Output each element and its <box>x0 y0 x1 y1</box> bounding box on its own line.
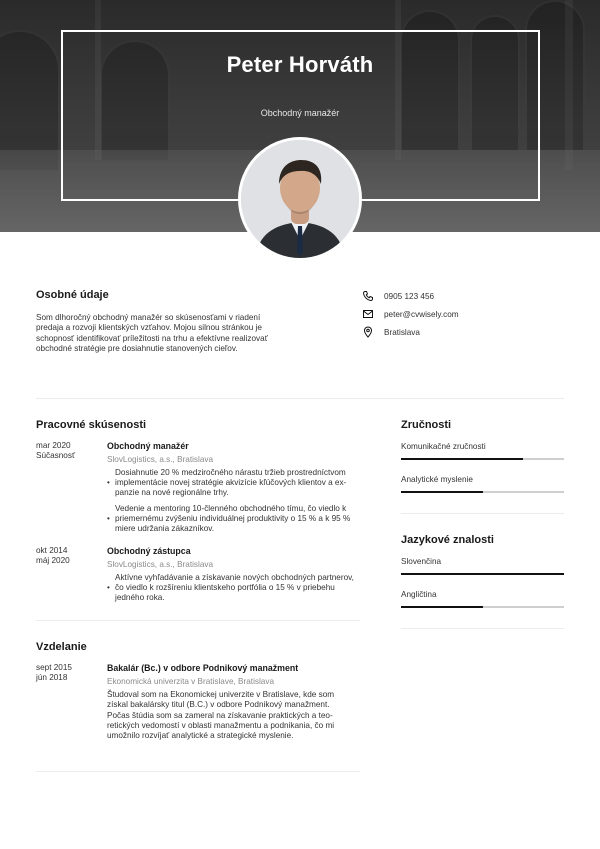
education-date <box>36 663 72 683</box>
contact-phone <box>362 290 435 302</box>
contact-location <box>362 326 420 338</box>
bullet-line: Aktívne vyhľadávanie a získavanie nových obchodných partnerov, <box>115 573 354 582</box>
bullet-line: panzie na nové regionálne trhy. <box>115 488 229 498</box>
bullet-line: jedného roka. <box>115 593 165 603</box>
bullet-line: implementácie novej stratégie akvizície kľúčových klientov a ex- <box>115 478 347 488</box>
phone-text: 0905 123 456 <box>384 291 435 301</box>
job-position: Obchodný manažér <box>107 441 189 451</box>
summary-line: schopnosť identifikovať príležitosti na trhu a efektívne realizovať <box>36 333 268 343</box>
skill-bar <box>401 491 564 493</box>
section-divider <box>401 513 564 514</box>
skill-label: Komunikačné zručnosti <box>401 442 486 451</box>
contact-email <box>362 308 459 320</box>
education-school: Ekonomická univerzita v Bratislave, Bratislava <box>107 677 275 686</box>
date-to: jún 2018 <box>36 673 68 682</box>
avatar <box>238 137 362 261</box>
education-description <box>107 690 369 741</box>
bullet-line: čo viedlo k rozšíreniu klientskeho portfólia o 15 % v priebehu <box>115 583 335 593</box>
date-from: okt 2014 <box>36 546 68 555</box>
desc-line: retických vedomostí v oblasti manažmentu a podnikania, čo mi <box>107 720 335 730</box>
section-divider <box>36 771 360 772</box>
language-label: Angličtina <box>401 590 437 599</box>
desc-line: získal bakalársky titul (B.C.) v odbore Podnikový manažment. <box>107 700 330 710</box>
personal-section-title: Osobné údaje <box>36 289 109 301</box>
skill-bar-fill <box>401 458 523 460</box>
person-role: Obchodný manažér <box>260 108 340 118</box>
person-photo <box>241 140 359 258</box>
job-company: SlovLogistics, a.s., Bratislava <box>107 455 214 464</box>
location-pin-icon <box>362 326 374 338</box>
language-bar <box>401 573 564 575</box>
section-divider <box>36 620 360 621</box>
job-date <box>36 441 75 461</box>
languages-section-title: Jazykové znalosti <box>401 534 494 546</box>
section-divider <box>401 628 564 629</box>
date-to: máj 2020 <box>36 556 70 565</box>
job-position: Obchodný zástupca <box>107 546 191 556</box>
language-label: Slovenčina <box>401 557 442 566</box>
job-date <box>36 546 70 566</box>
date-from: mar 2020 <box>36 441 71 450</box>
bullet-line: priemernému zvýšeniu individuálnej produktivity o 15 % a k 95 % <box>115 514 351 524</box>
city-text: Bratislava <box>384 327 420 337</box>
experience-section-title: Pracovné skúsenosti <box>36 419 147 431</box>
summary-line: predaja a rozvoji klientských vzťahov. Mojou silnou stránkou je <box>36 323 262 333</box>
desc-line: Študoval som na Ekonomickej univerzite v Bratislave, kde som <box>107 690 335 699</box>
personal-summary <box>36 313 336 354</box>
job-bullet: • Dosiahnutie 20 % medziročného nárastu tržieb prostredníctvom implementácie novej stratégie akvizície kľúčových klientov a ex- panzie na nové regionálne trhy. <box>107 468 369 499</box>
skill-bar-fill <box>401 491 483 493</box>
job-bullet: • Vedenie a mentoring 10-členného obchodného tímu, čo viedlo k priemernému zvýšeniu individuálnej produktivity o 15 % a k 95 % miere udržania zákazníkov. <box>107 504 369 535</box>
person-name: Peter Horváth <box>226 52 374 77</box>
date-from: sept 2015 <box>36 663 72 672</box>
summary-line: Som dlhoročný obchodný manažér so skúsenosťami v riadení <box>36 313 261 322</box>
phone-icon <box>362 290 374 302</box>
job-company: SlovLogistics, a.s., Bratislava <box>107 560 214 569</box>
section-divider <box>36 398 564 399</box>
language-bar-fill <box>401 573 564 575</box>
bullet-line: Vedenie a mentoring 10-členného obchodného tímu, čo viedlo k <box>115 504 347 513</box>
desc-line: umožnilo rozvíjať analytické a strategické myslenie. <box>107 731 294 741</box>
education-degree: Bakalár (Bc.) v odbore Podnikový manažment <box>107 663 299 673</box>
skills-section-title: Zručnosti <box>401 419 452 431</box>
date-to: Súčasnosť <box>36 451 76 460</box>
email-text: peter@cvwisely.com <box>384 309 459 319</box>
skill-label: Analytické myslenie <box>401 475 473 484</box>
education-section-title: Vzdelanie <box>36 641 87 653</box>
job-bullet: • Aktívne vyhľadávanie a získavanie nových obchodných partnerov, čo viedlo k rozšíreniu klientskeho portfólia o 15 % v priebehu jedného roka. <box>107 573 369 604</box>
language-bar <box>401 606 564 608</box>
summary-line: obchodné stratégie pre dosiahnutie stanovených cieľov. <box>36 343 238 353</box>
desc-line: Počas štúdia som sa zameral na získavanie praktických a teo- <box>107 710 333 720</box>
language-bar-fill <box>401 606 483 608</box>
mail-icon <box>362 308 374 320</box>
skill-bar <box>401 458 564 460</box>
bullet-line: Dosiahnutie 20 % medziročného nárastu tržieb prostredníctvom <box>115 468 346 477</box>
bullet-line: miere udržania zákazníkov. <box>115 524 215 534</box>
